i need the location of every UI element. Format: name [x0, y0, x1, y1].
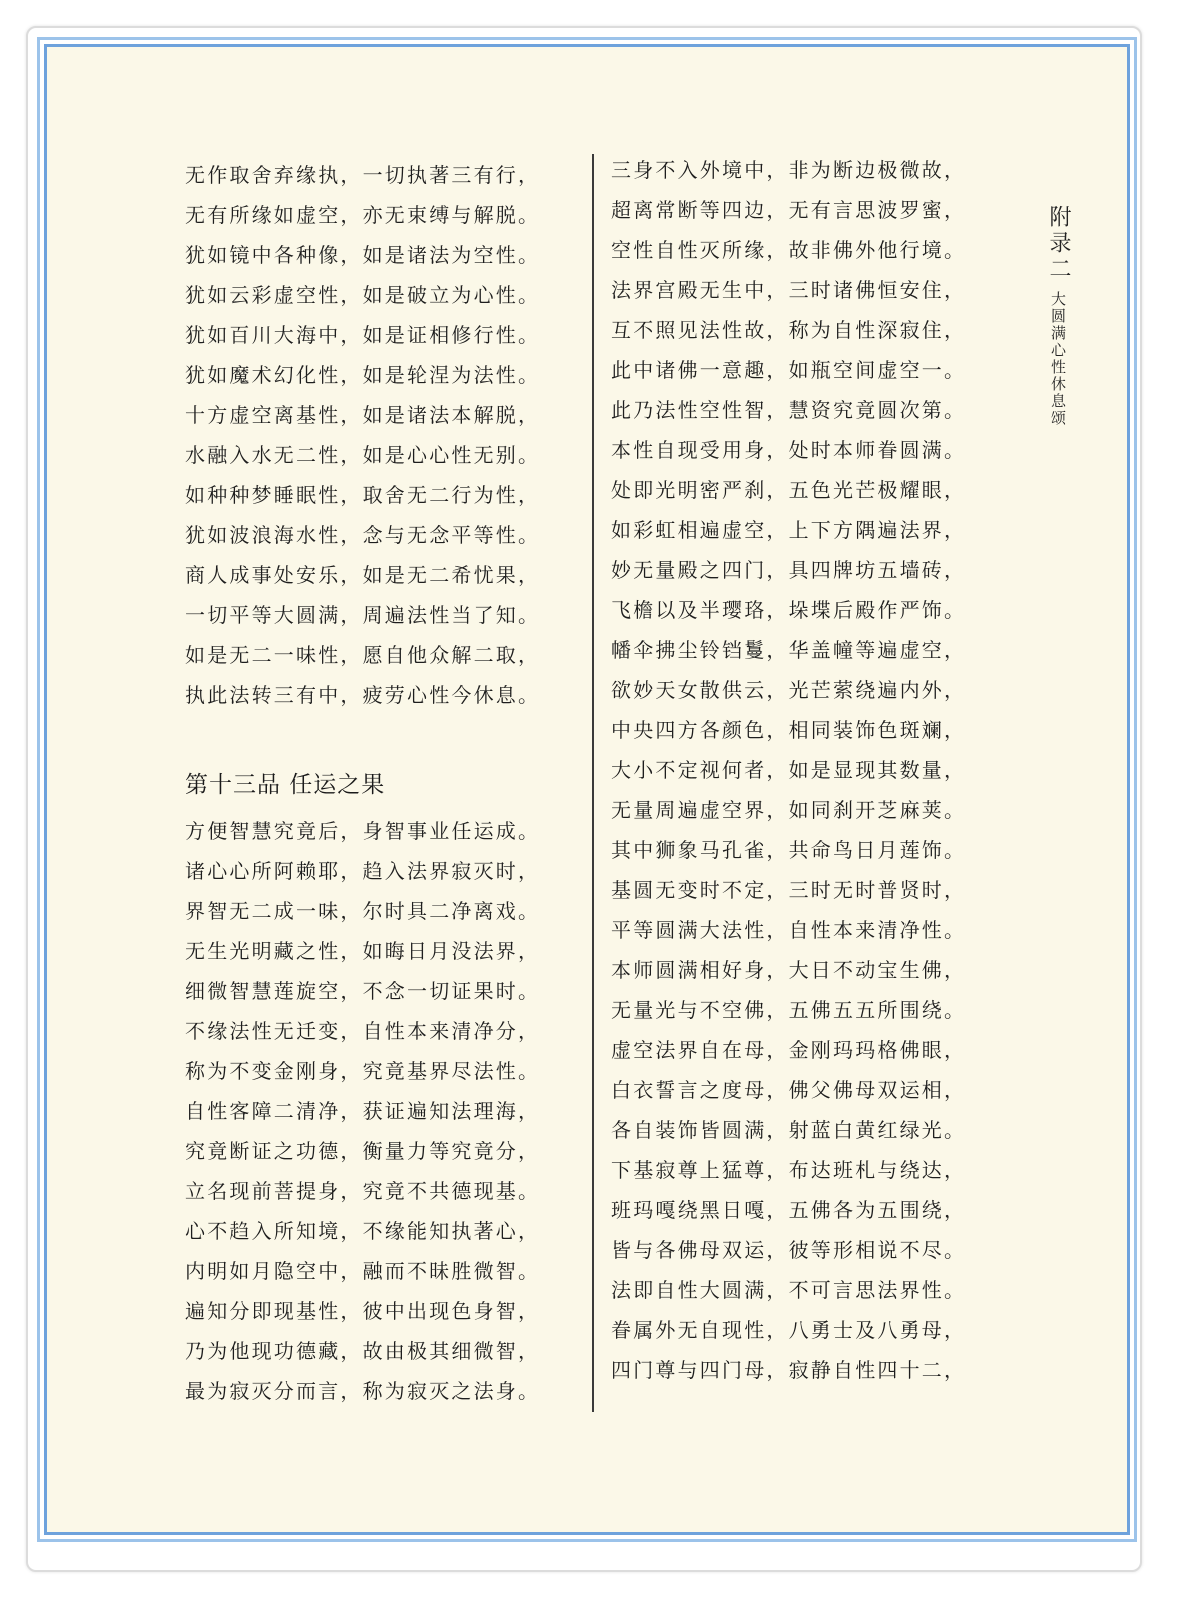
verse-line: 立名现前菩提身，究竟不共德现基。: [185, 1179, 541, 1203]
verse-line: 飞檐以及半璎珞，垛堞后殿作严饰。: [611, 598, 967, 622]
verse-line: 水融入水无二性，如是心心性无别。: [185, 443, 541, 467]
verse-line: 本师圆满相好身，大日不动宝生佛，: [611, 958, 967, 982]
verse-line: 平等圆满大法性，自性本来清净性。: [611, 918, 967, 942]
verse-line: 此乃法性空性智，慧资究竟圆次第。: [611, 398, 967, 422]
verse-line: 本性自现受用身，处时本师眷圆满。: [611, 438, 967, 462]
verse-line: 四门尊与四门母，寂静自性四十二，: [611, 1358, 967, 1382]
verse-line: 界智无二成一味，尔时具二净离戏。: [185, 899, 541, 923]
verse-line: 称为不变金刚身，究竟基界尽法性。: [185, 1059, 541, 1083]
verse-line: 乃为他现功德藏，故由极其细微智，: [185, 1339, 541, 1363]
verse-line: 处即光明密严刹，五色光芒极耀眼，: [611, 478, 967, 502]
verse-line: 法界宫殿无生中，三时诸佛恒安住，: [611, 278, 967, 302]
verse-line: 中央四方各颜色，相同装饰色斑斓，: [611, 718, 967, 742]
verse-line: 自性客障二清净，获证遍知法理海，: [185, 1099, 541, 1123]
verse-line: 犹如波浪海水性，念与无念平等性。: [185, 523, 541, 547]
chapter-heading: 第十三品 任运之果: [185, 772, 386, 798]
verse-line: 此中诸佛一意趣，如瓶空间虚空一。: [611, 358, 967, 382]
verse-line: 如种种梦睡眠性，取舍无二行为性，: [185, 483, 541, 507]
verse-line: 细微智慧莲旋空，不念一切证果时。: [185, 979, 541, 1003]
verse-line: 法即自性大圆满，不可言思法界性。: [611, 1278, 967, 1302]
verse-line: 班玛嘎绕黑日嘎，五佛各为五围绕，: [611, 1198, 967, 1222]
verse-line: 无作取舍弃缘执，一切执著三有行，: [185, 163, 541, 187]
verse-line: 如彩虹相遍虚空，上下方隅遍法界，: [611, 518, 967, 542]
verse-line: 如是无二一味性，愿自他众解二取，: [185, 643, 541, 667]
work-title: 大圆满心性休息颂: [1049, 291, 1067, 427]
running-title: [1036, 205, 1080, 427]
verse-line: 犹如魔术幻化性，如是轮涅为法性。: [185, 363, 541, 387]
verse-line: 犹如百川大海中，如是证相修行性。: [185, 323, 541, 347]
verse-line: 无生光明藏之性，如晦日月没法界，: [185, 939, 541, 963]
book-page: [44, 44, 1130, 1535]
verse-line: 一切平等大圆满，周遍法性当了知。: [185, 603, 541, 627]
verse-line: 遍知分即现基性，彼中出现色身智，: [185, 1299, 541, 1323]
verse-line: 欲妙天女散供云，光芒萦绕遍内外，: [611, 678, 967, 702]
verse-line: 基圆无变时不定，三时无时普贤时，: [611, 878, 967, 902]
verse-line: 究竟断证之功德，衡量力等究竟分，: [185, 1139, 541, 1163]
verse-line: 大小不定视何者，如是显现其数量，: [611, 758, 967, 782]
verse-line: 最为寂灭分而言，称为寂灭之法身。: [185, 1379, 541, 1403]
verse-line: 无量周遍虚空界，如同刹开芝麻荚。: [611, 798, 967, 822]
verse-line: 皆与各佛母双运，彼等形相说不尽。: [611, 1238, 967, 1262]
verse-line: 无量光与不空佛，五佛五五所围绕。: [611, 998, 967, 1022]
verse-line: 其中狮象马孔雀，共命鸟日月莲饰。: [611, 838, 967, 862]
verse-line: 白衣誓言之度母，佛父佛母双运相，: [611, 1078, 967, 1102]
verse-line: 商人成事处安乐，如是无二希忧果，: [185, 563, 541, 587]
verse-line: 执此法转三有中，疲劳心性今休息。: [185, 683, 541, 707]
verse-line: 犹如镜中各种像，如是诸法为空性。: [185, 243, 541, 267]
title-separator: [1057, 283, 1059, 291]
verse-line: 十方虚空离基性，如是诸法本解脱，: [185, 403, 541, 427]
verse-line: 内明如月隐空中，融而不昧胜微智。: [185, 1259, 541, 1283]
verse-line: 妙无量殿之四门，具四牌坊五墙砖，: [611, 558, 967, 582]
column-divider: [592, 154, 594, 1412]
verse-line: 幡伞拂尘铃铛鬘，华盖幢等遍虚空，: [611, 638, 967, 662]
verse-line: 虚空法界自在母，金刚玛玛格佛眼，: [611, 1038, 967, 1062]
verse-line: 空性自性灭所缘，故非佛外他行境。: [611, 238, 967, 262]
verse-line: 心不趋入所知境，不缘能知执著心，: [185, 1219, 541, 1243]
verse-line: 诸心心所阿赖耶，趋入法界寂灭时，: [185, 859, 541, 883]
verse-line: 三身不入外境中，非为断边极微故，: [611, 158, 967, 182]
verse-line: 无有所缘如虚空，亦无束缚与解脱。: [185, 203, 541, 227]
verse-line: 互不照见法性故，称为自性深寂住，: [611, 318, 967, 342]
verse-line: 不缘法性无迁变，自性本来清净分，: [185, 1019, 541, 1043]
verse-line: 下基寂尊上猛尊，布达班札与绕达，: [611, 1158, 967, 1182]
verse-line: 方便智慧究竟后，身智事业任运成。: [185, 819, 541, 843]
verse-line: 犹如云彩虚空性，如是破立为心性。: [185, 283, 541, 307]
appendix-label: 附录二: [1046, 205, 1071, 283]
verse-line: 眷属外无自现性，八勇士及八勇母，: [611, 1318, 967, 1342]
verse-line: 各自装饰皆圆满，射蓝白黄红绿光。: [611, 1118, 967, 1142]
verse-line: 超离常断等四边，无有言思波罗蜜，: [611, 198, 967, 222]
